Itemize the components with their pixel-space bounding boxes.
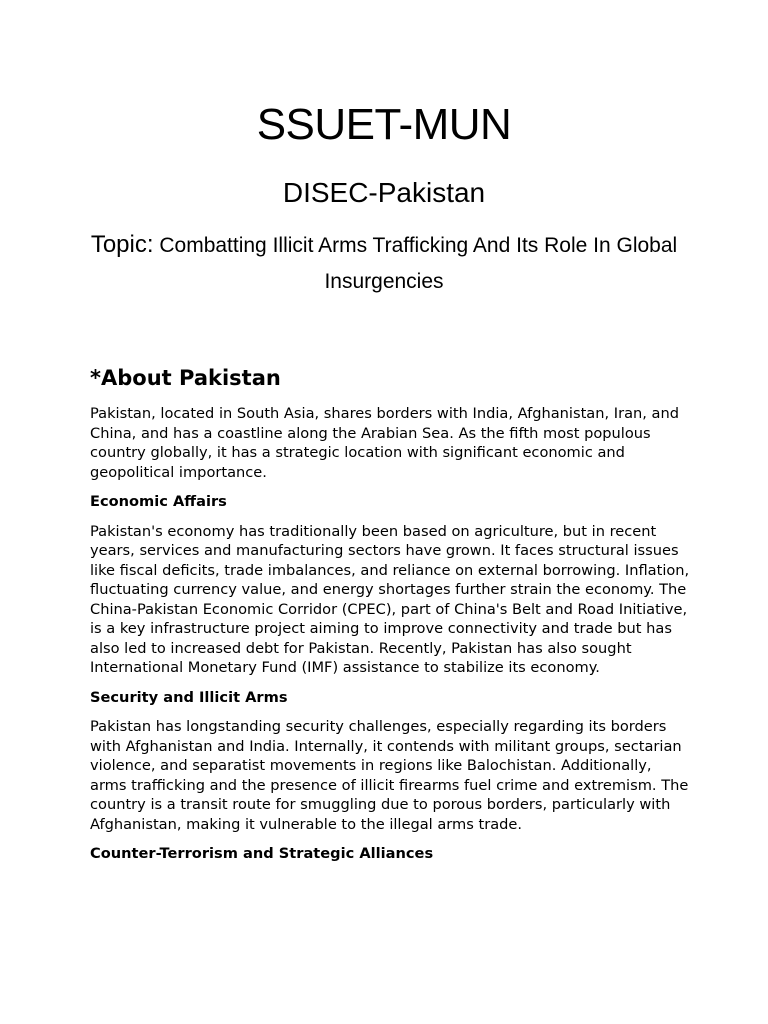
document-title: SSUET-MUN bbox=[256, 100, 512, 149]
topic-text: Combatting Illicit Arms Trafficking And Its Role In Global Insurgencies bbox=[153, 234, 678, 293]
committee-title: DISEC-Pakistan bbox=[282, 177, 486, 208]
subheading-security: Security and Illicit Arms bbox=[90, 688, 288, 706]
section-heading-about: *About Pakistan bbox=[90, 366, 281, 390]
paragraph-intro: Pakistan, located in South Asia, shares borders with India, Afghanistan, Iran, and China, and has a coastline along the Arabian Sea. As the fifth most populous country globally, it has a strategic location with significant economic and geopolitical importance. bbox=[90, 405, 679, 481]
paragraph-economic-affairs: Pakistan's economy has traditionally been based on agriculture, but in recent years, services and manufacturing sectors have grown. It faces structural issues like fiscal deficits, trade imbalances, and reliance on external borrowing. Inflation, fluctuating currency value, and energy shortages further strain the economy. The China-Pakistan Economic Corridor (CPEC), part of China's Belt and Road Initiative, is a key infrastructure project aiming to improve connectivity and trade but has also led to increased debt for Pakistan. Recently, Pakistan has also sought International Monetary Fund (IMF) assistance to stabilize its economy. bbox=[90, 522, 690, 676]
topic-line bbox=[90, 227, 678, 300]
subheading-economic-affairs: Economic Affairs bbox=[90, 493, 227, 510]
subheading-counter-terrorism: Counter-Terrorism and Strategic Alliances bbox=[90, 845, 434, 862]
topic-label: Topic: bbox=[90, 231, 154, 258]
document-body bbox=[90, 364, 690, 874]
paragraph-security: Pakistan has longstanding security challenges, especially regarding its borders with Afghanistan and India. Internally, it contends with militant groups, sectarian violence, and separatist movements in regions like Balochistan. Additionally, arms trafficking and the presence of illicit firearms fuel crime and extremism. The country is a transit route for smuggling due to porous borders, particularly with Afghanistan, making it vulnerable to the illegal arms trade. bbox=[90, 718, 689, 833]
